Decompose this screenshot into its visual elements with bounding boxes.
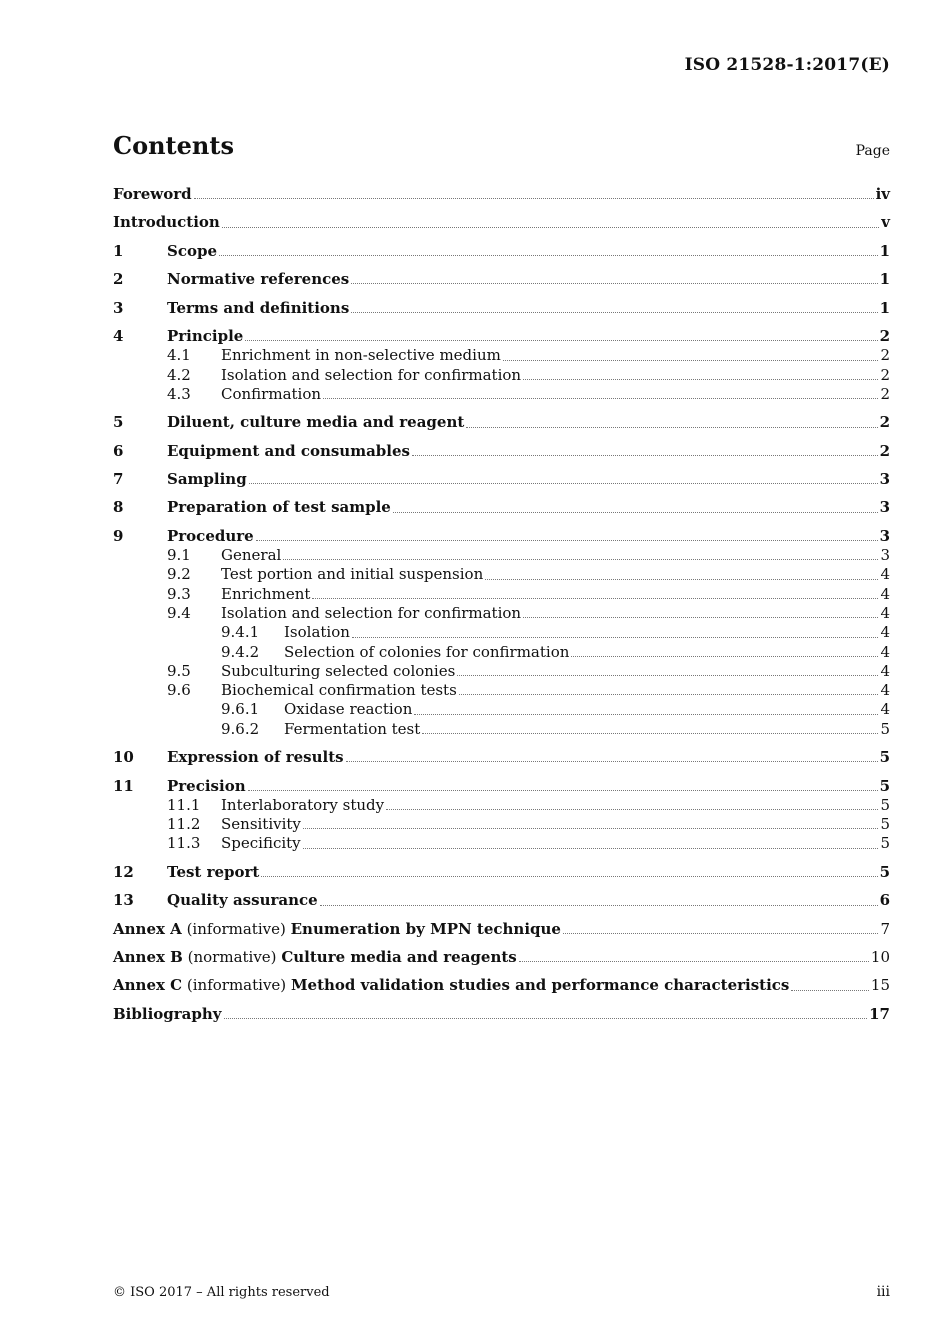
toc-entry[interactable]	[113, 299, 890, 318]
toc-entry-title: Preparation of test sample	[167, 498, 391, 517]
toc-entry-page: 4	[880, 642, 890, 661]
dot-leader	[351, 311, 877, 313]
toc-entry-page: 4	[880, 565, 890, 584]
toc-entry-title: Equipment and consumables	[167, 441, 410, 460]
toc-entry[interactable]	[113, 385, 890, 404]
toc-entry-number: 9.1	[167, 546, 191, 565]
annex-title: Method validation studies and performance characteristics	[290, 976, 790, 995]
dot-leader	[393, 511, 878, 513]
toc-entry-page: 5	[879, 776, 890, 795]
toc-entry-title: Precision	[167, 776, 246, 795]
toc-entry[interactable]	[113, 777, 890, 796]
toc-entry-page: 2	[879, 326, 890, 345]
toc-entry-page: 3	[879, 498, 890, 517]
toc-entry[interactable]	[113, 242, 890, 261]
dot-leader	[523, 378, 878, 380]
footer-page-number: iii	[876, 1284, 890, 1300]
dot-leader	[256, 539, 878, 541]
toc-entry-title: Procedure	[167, 526, 254, 545]
dot-leader	[224, 1017, 868, 1019]
toc-entry-number: 1	[113, 241, 124, 260]
toc-entry[interactable]	[113, 976, 890, 995]
toc-entry[interactable]	[113, 891, 890, 910]
dot-leader	[222, 226, 879, 228]
toc-entry[interactable]	[113, 700, 890, 719]
toc-entry-title: Foreword	[113, 185, 192, 203]
toc-entry[interactable]	[113, 643, 890, 662]
toc-entry-title	[113, 976, 789, 995]
toc-entry-page: 7	[880, 919, 890, 938]
page-title: Contents	[113, 131, 234, 160]
toc-entry-number: 8	[113, 498, 124, 517]
dot-leader	[386, 808, 878, 810]
toc-entry-number: 6	[113, 441, 124, 460]
dot-leader	[351, 282, 877, 284]
toc-entry[interactable]	[113, 604, 890, 623]
toc-entry-page: 4	[880, 681, 890, 700]
dot-leader	[194, 197, 874, 199]
toc-entry-number: 9	[113, 526, 124, 545]
dot-leader	[219, 254, 878, 256]
toc-entry-number: 12	[113, 862, 134, 881]
dot-leader	[791, 989, 869, 991]
toc-entry-page: 2	[880, 384, 890, 403]
table-of-contents	[113, 185, 890, 1024]
footer-copyright: © ISO 2017 – All rights reserved	[113, 1285, 330, 1300]
toc-entry[interactable]	[113, 662, 890, 681]
dot-leader	[323, 397, 878, 399]
toc-entry-number: 3	[113, 298, 124, 317]
toc-entry-title: Diluent, culture media and reagent	[167, 413, 465, 432]
toc-entry-page: 6	[879, 891, 890, 910]
toc-entry-number: 9.5	[167, 661, 191, 680]
toc-entry[interactable]	[113, 498, 890, 517]
toc-entry-number: 11.1	[167, 795, 201, 814]
toc-entry[interactable]	[113, 720, 890, 739]
toc-entry[interactable]	[113, 185, 890, 204]
toc-entry-number: 9.4	[167, 603, 191, 622]
toc-entry[interactable]	[113, 442, 890, 461]
dot-leader	[248, 789, 878, 791]
toc-entry-title	[113, 920, 561, 939]
toc-entry-title: General	[221, 546, 282, 565]
toc-entry-title: Introduction	[113, 213, 220, 232]
toc-entry[interactable]	[113, 270, 890, 289]
toc-entry[interactable]	[113, 834, 890, 853]
dot-leader	[459, 693, 879, 695]
toc-entry[interactable]	[113, 546, 890, 565]
toc-entry-page: 3	[880, 546, 890, 565]
toc-entry-title: Subculturing selected colonies	[221, 661, 456, 680]
toc-entry-page: 4	[880, 603, 890, 622]
annex-kind: (normative)	[187, 948, 277, 966]
toc-entry-number: 9.4.1	[221, 623, 260, 642]
toc-entry[interactable]	[113, 623, 890, 642]
dot-leader	[571, 655, 878, 657]
toc-entry-title: Isolation	[284, 623, 350, 642]
toc-entry-title	[113, 948, 517, 967]
toc-entry-title: Isolation and selection for confirmation	[221, 603, 522, 622]
toc-entry-page: 5	[879, 862, 890, 881]
toc-entry-page: 17	[869, 1004, 890, 1023]
toc-entry-title: Interlaboratory study	[221, 795, 385, 814]
toc-entry-title: Expression of results	[167, 748, 344, 767]
dot-leader	[346, 760, 878, 762]
annex-label: Annex C	[113, 976, 183, 995]
document-id: ISO 21528-1:2017(E)	[684, 55, 890, 75]
annex-title: Culture media and reagents	[281, 948, 517, 966]
toc-entry-title: Specificity	[221, 834, 301, 853]
toc-entry-title: Bibliography	[113, 1004, 222, 1023]
dot-leader	[312, 597, 878, 599]
toc-entry-page: 1	[879, 298, 890, 317]
toc-entry-page: v	[881, 213, 890, 232]
toc-entry[interactable]	[113, 346, 890, 365]
dot-leader	[414, 713, 878, 715]
dot-leader	[261, 875, 877, 877]
toc-entry-number: 9.6.1	[221, 700, 260, 719]
toc-entry-page: 2	[880, 346, 890, 365]
toc-entry[interactable]	[113, 585, 890, 604]
toc-entry-page: 4	[880, 623, 890, 642]
toc-entry-title: Scope	[167, 241, 218, 260]
toc-entry-title: Terms and definitions	[167, 298, 350, 317]
dot-leader	[320, 904, 878, 906]
toc-entry-number: 9.3	[167, 584, 191, 603]
toc-entry-number: 11.3	[167, 834, 201, 853]
toc-entry-page: 1	[879, 270, 890, 289]
annex-label: Annex A	[113, 919, 182, 938]
toc-entry-page: 5	[880, 815, 890, 834]
dot-leader	[245, 339, 877, 341]
dot-leader	[457, 674, 878, 676]
toc-entry-title: Enrichment	[221, 584, 311, 603]
toc-entry-page: 2	[880, 365, 890, 384]
toc-entry-number: 4.2	[167, 365, 191, 384]
toc-entry-page: 5	[880, 795, 890, 814]
toc-entry-number: 9.4.2	[221, 642, 260, 661]
toc-entry[interactable]	[113, 948, 890, 967]
toc-entry-number: 4.1	[167, 346, 191, 365]
toc-entry[interactable]	[113, 327, 890, 346]
toc-entry-title: Normative references	[167, 270, 350, 289]
toc-entry-title: Test portion and initial suspension	[221, 565, 484, 584]
toc-entry-title: Fermentation test	[284, 719, 421, 738]
toc-entry-page: 2	[879, 413, 890, 432]
toc-entry-number: 13	[113, 891, 134, 910]
toc-entry-number: 7	[113, 470, 124, 489]
dot-leader	[422, 732, 878, 734]
toc-entry-page: 3	[879, 526, 890, 545]
toc-entry-title: Biochemical confirmation tests	[221, 681, 457, 700]
toc-entry[interactable]	[113, 413, 890, 432]
toc-entry-page: 15	[870, 976, 890, 995]
annex-label: Annex B	[113, 948, 183, 966]
toc-entry-page: 10	[870, 948, 890, 966]
toc-entry-title: Test report	[167, 862, 260, 881]
toc-entry-number: 2	[113, 270, 124, 289]
toc-entry[interactable]	[113, 470, 890, 489]
dot-leader	[485, 578, 878, 580]
toc-entry-page: 4	[880, 661, 890, 680]
page-column-label: Page	[855, 143, 890, 159]
dot-leader	[466, 426, 877, 428]
toc-entry-page: 3	[879, 470, 890, 489]
dot-leader	[563, 932, 878, 934]
toc-entry[interactable]	[113, 796, 890, 815]
toc-entry-title: Sampling	[167, 470, 247, 489]
toc-entry-page: 5	[880, 834, 890, 853]
dot-leader	[303, 847, 879, 849]
dot-leader	[523, 616, 878, 618]
dot-leader	[503, 359, 879, 361]
toc-entry-number: 11	[113, 776, 134, 795]
toc-entry[interactable]	[113, 863, 890, 882]
toc-entry[interactable]	[113, 920, 890, 939]
toc-entry[interactable]	[113, 213, 890, 232]
dot-leader	[352, 636, 879, 638]
toc-entry-title: Principle	[167, 326, 244, 345]
toc-entry-number: 9.6	[167, 681, 191, 700]
dot-leader	[519, 960, 869, 962]
toc-entry[interactable]	[113, 815, 890, 834]
toc-entry[interactable]	[113, 366, 890, 385]
toc-entry-title: Enrichment in non-selective medium	[221, 346, 501, 365]
dot-leader	[412, 454, 878, 456]
toc-entry-title: Selection of colonies for confirmation	[284, 642, 570, 661]
toc-entry-number: 5	[113, 413, 124, 432]
toc-entry[interactable]	[113, 565, 890, 584]
toc-entry-title: Sensitivity	[221, 815, 301, 834]
annex-title: Enumeration by MPN technique	[290, 919, 561, 938]
toc-entry[interactable]	[113, 748, 890, 767]
toc-entry[interactable]	[113, 681, 890, 700]
toc-entry[interactable]	[113, 527, 890, 546]
toc-entry-number: 11.2	[167, 815, 201, 834]
toc-entry-page: 2	[879, 441, 890, 460]
annex-kind: (informative)	[186, 976, 287, 995]
toc-entry-number: 9.2	[167, 565, 191, 584]
toc-entry-title: Oxidase reaction	[284, 700, 413, 719]
toc-entry-page: 4	[880, 700, 890, 719]
annex-kind: (informative)	[186, 919, 286, 938]
toc-entry[interactable]	[113, 1005, 890, 1024]
dot-leader	[249, 482, 878, 484]
toc-entry-page: iv	[875, 185, 890, 203]
toc-entry-number: 4.3	[167, 384, 191, 403]
toc-entry-title: Confirmation	[221, 384, 322, 403]
toc-entry-number: 4	[113, 326, 124, 345]
toc-entry-number: 10	[113, 748, 134, 767]
toc-entry-title: Isolation and selection for confirmation	[221, 365, 522, 384]
dot-leader	[303, 827, 879, 829]
dot-leader	[283, 558, 878, 560]
toc-entry-number: 9.6.2	[221, 719, 260, 738]
toc-entry-page: 5	[879, 748, 890, 767]
toc-entry-page: 1	[879, 241, 890, 260]
toc-entry-page: 5	[880, 719, 890, 738]
toc-entry-title: Quality assurance	[167, 891, 318, 910]
toc-entry-page: 4	[880, 584, 890, 603]
